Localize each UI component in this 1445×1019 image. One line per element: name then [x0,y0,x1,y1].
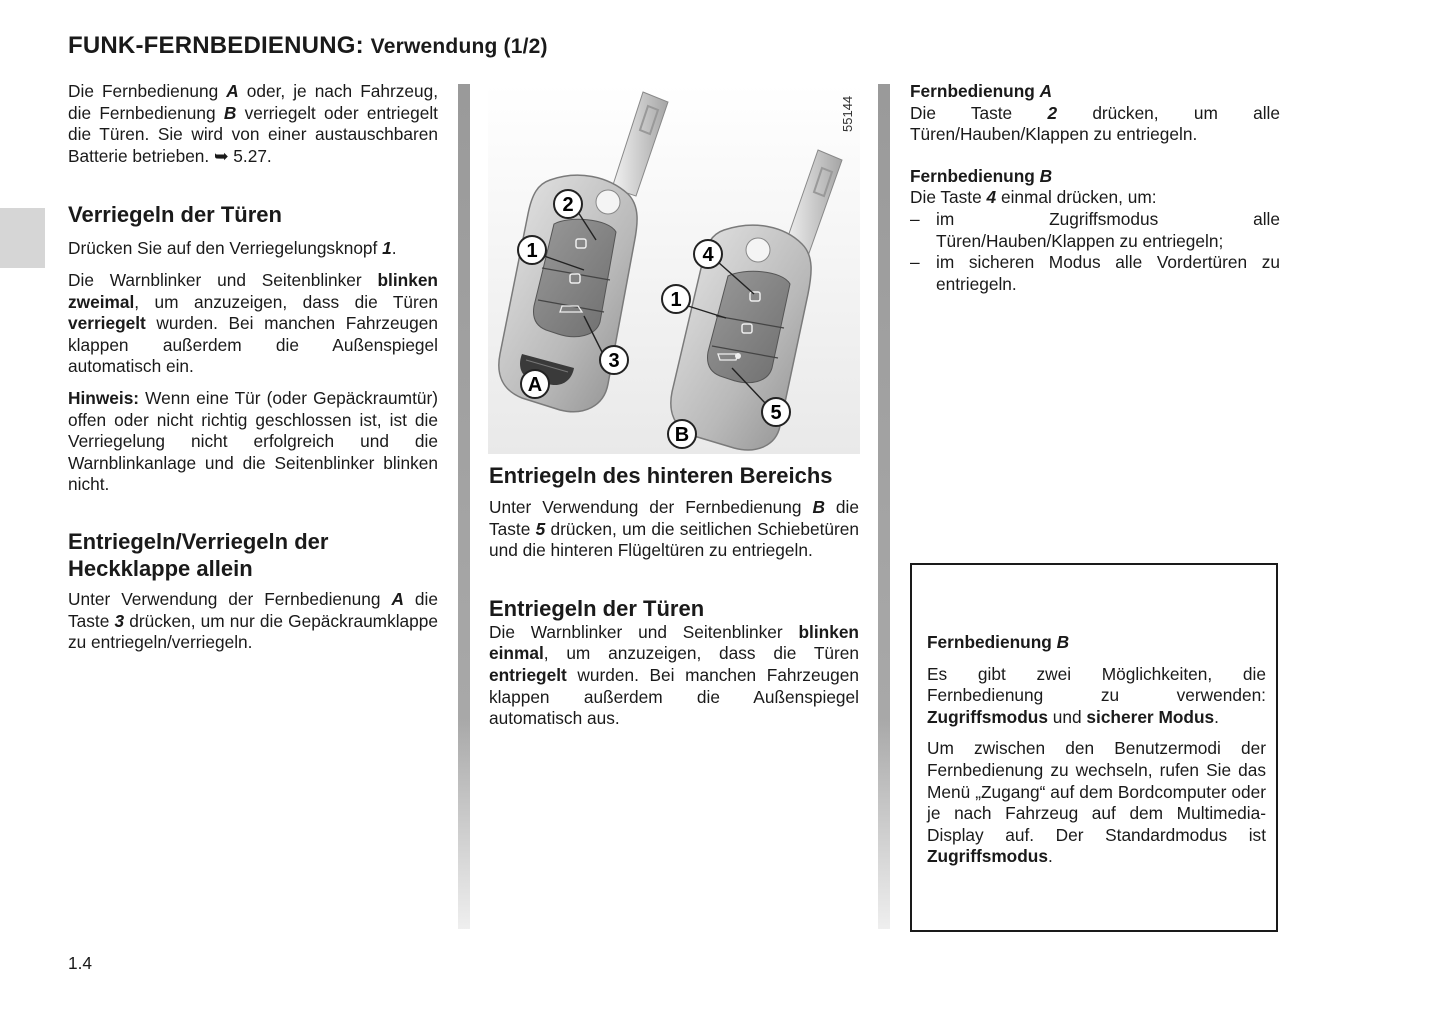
chapter-tab [0,208,45,268]
callout-4-b [694,240,722,268]
lock-paragraph-2: Die Warnblinker und Seitenblinker blinken zweimal, um anzuzeigen, dass die Türen verriegelt wurden. Bei manchen Fahrzeugen klappen außerdem die Außenspiegel automatisch ein. [68,269,438,377]
svg-text:2: 2 [562,194,574,216]
title-sub: Verwendung (1/2) [370,35,548,58]
info-box-heading: Fernbedienung B [927,632,1070,652]
list-item: – im Zugriffsmodus alle Türen/Hauben/Klappen zu entriegeln; [910,208,1280,251]
middle-column [489,462,859,730]
remote-key-figure [488,84,860,454]
callout-1-a [518,236,546,264]
column-divider [878,84,890,929]
svg-text:B: B [674,424,690,446]
heading-unlock-rear: Entriegeln des hinteren Bereichs [489,463,833,488]
svg-text:3: 3 [608,350,620,372]
page-number: 1.4 [68,953,93,973]
callout-1-b [662,285,690,313]
svg-text:1: 1 [670,289,682,311]
column-divider [458,84,470,929]
remote-b-paragraph: Die Taste 4 einmal drücken, um: [910,187,1157,208]
rear-paragraph: Unter Verwendung der Fernbedienung B die Taste 5 drücken, um die seitlichen Schiebetüren und die hinteren Flügeltüren zu entriegeln. [489,497,859,561]
remote-a-paragraph: Die Taste 2 drücken, um alle Türen/Hauben/Klappen zu entriegeln. [910,102,1281,145]
lock-note: Hinweis: Wenn eine Tür (oder Gepäckraumtür) offen oder nicht richtig geschlossen ist, ist die Verriegelung nicht erfolgreich und die Warnblinkanlage und die Seitenblinker blinken nicht. [68,387,438,495]
lock-paragraph-1: Drücken Sie auf den Verriegelungsknopf 1. [68,238,397,259]
page-title [68,32,548,60]
right-column [910,81,1280,295]
callout-2-a [554,190,582,218]
info-box [910,563,1278,932]
left-column [68,81,438,654]
callout-3-a [600,346,628,374]
tailgate-paragraph: Unter Verwendung der Fernbedienung A die Taste 3 drücken, um nur die Gepäckraumklappe zu entriegeln/verriegeln. [68,588,438,653]
svg-text:1: 1 [526,240,538,262]
unlock-paragraph: Die Warnblinker und Seitenblinker blinken einmal, um anzuzeigen, dass die Türen entriegelt wurden. Bei manchen Fahrzeugen klappen außerdem die Außenspiegel automatisch aus. [489,621,859,729]
callout-letter-a [521,370,549,398]
remote-a-heading: Fernbedienung A [910,81,1053,101]
info-box-paragraph-2: Um zwischen den Benutzermodi der Fernbedienung zu wechseln, rufen Sie das Menü „Zugang“ auf dem Bordcomputer oder je nach Fahrzeug auf dem Multimedia-Display auf. Der Standardmodus ist Zugriffsmodus. [927,738,1266,867]
heading-lock-doors: Verriegeln der Türen [68,202,282,228]
svg-text:A: A [527,374,543,396]
remote-b-heading: Fernbedienung B [910,165,1053,186]
intro-paragraph: Die Fernbedienung A oder, je nach Fahrzeug, die Fernbedienung B verriegelt oder entriegelt die Türen. Sie wird von einer austauschbaren Batterie betrieben. ➥ 5.27. [68,81,439,166]
list-item: – im sicheren Modus alle Vordertüren zu entriegeln. [910,252,1280,294]
callout-5-b [762,398,790,426]
heading-tailgate: Entriegeln/Verriegeln der Heckklappe allein [68,528,329,581]
info-box-paragraph-1: Es gibt zwei Möglichkeiten, die Fernbedienung zu verwenden: Zugriffsmodus und sicherer Modus. [927,663,1266,727]
svg-text:4: 4 [702,244,714,266]
heading-unlock-doors: Entriegeln der Türen [489,595,705,621]
title-main: FUNK-FERNBEDIENUNG: [68,32,364,59]
svg-text:5: 5 [770,402,782,424]
figure-reference-number: 55144 [840,95,855,132]
callout-letter-b [668,420,696,448]
